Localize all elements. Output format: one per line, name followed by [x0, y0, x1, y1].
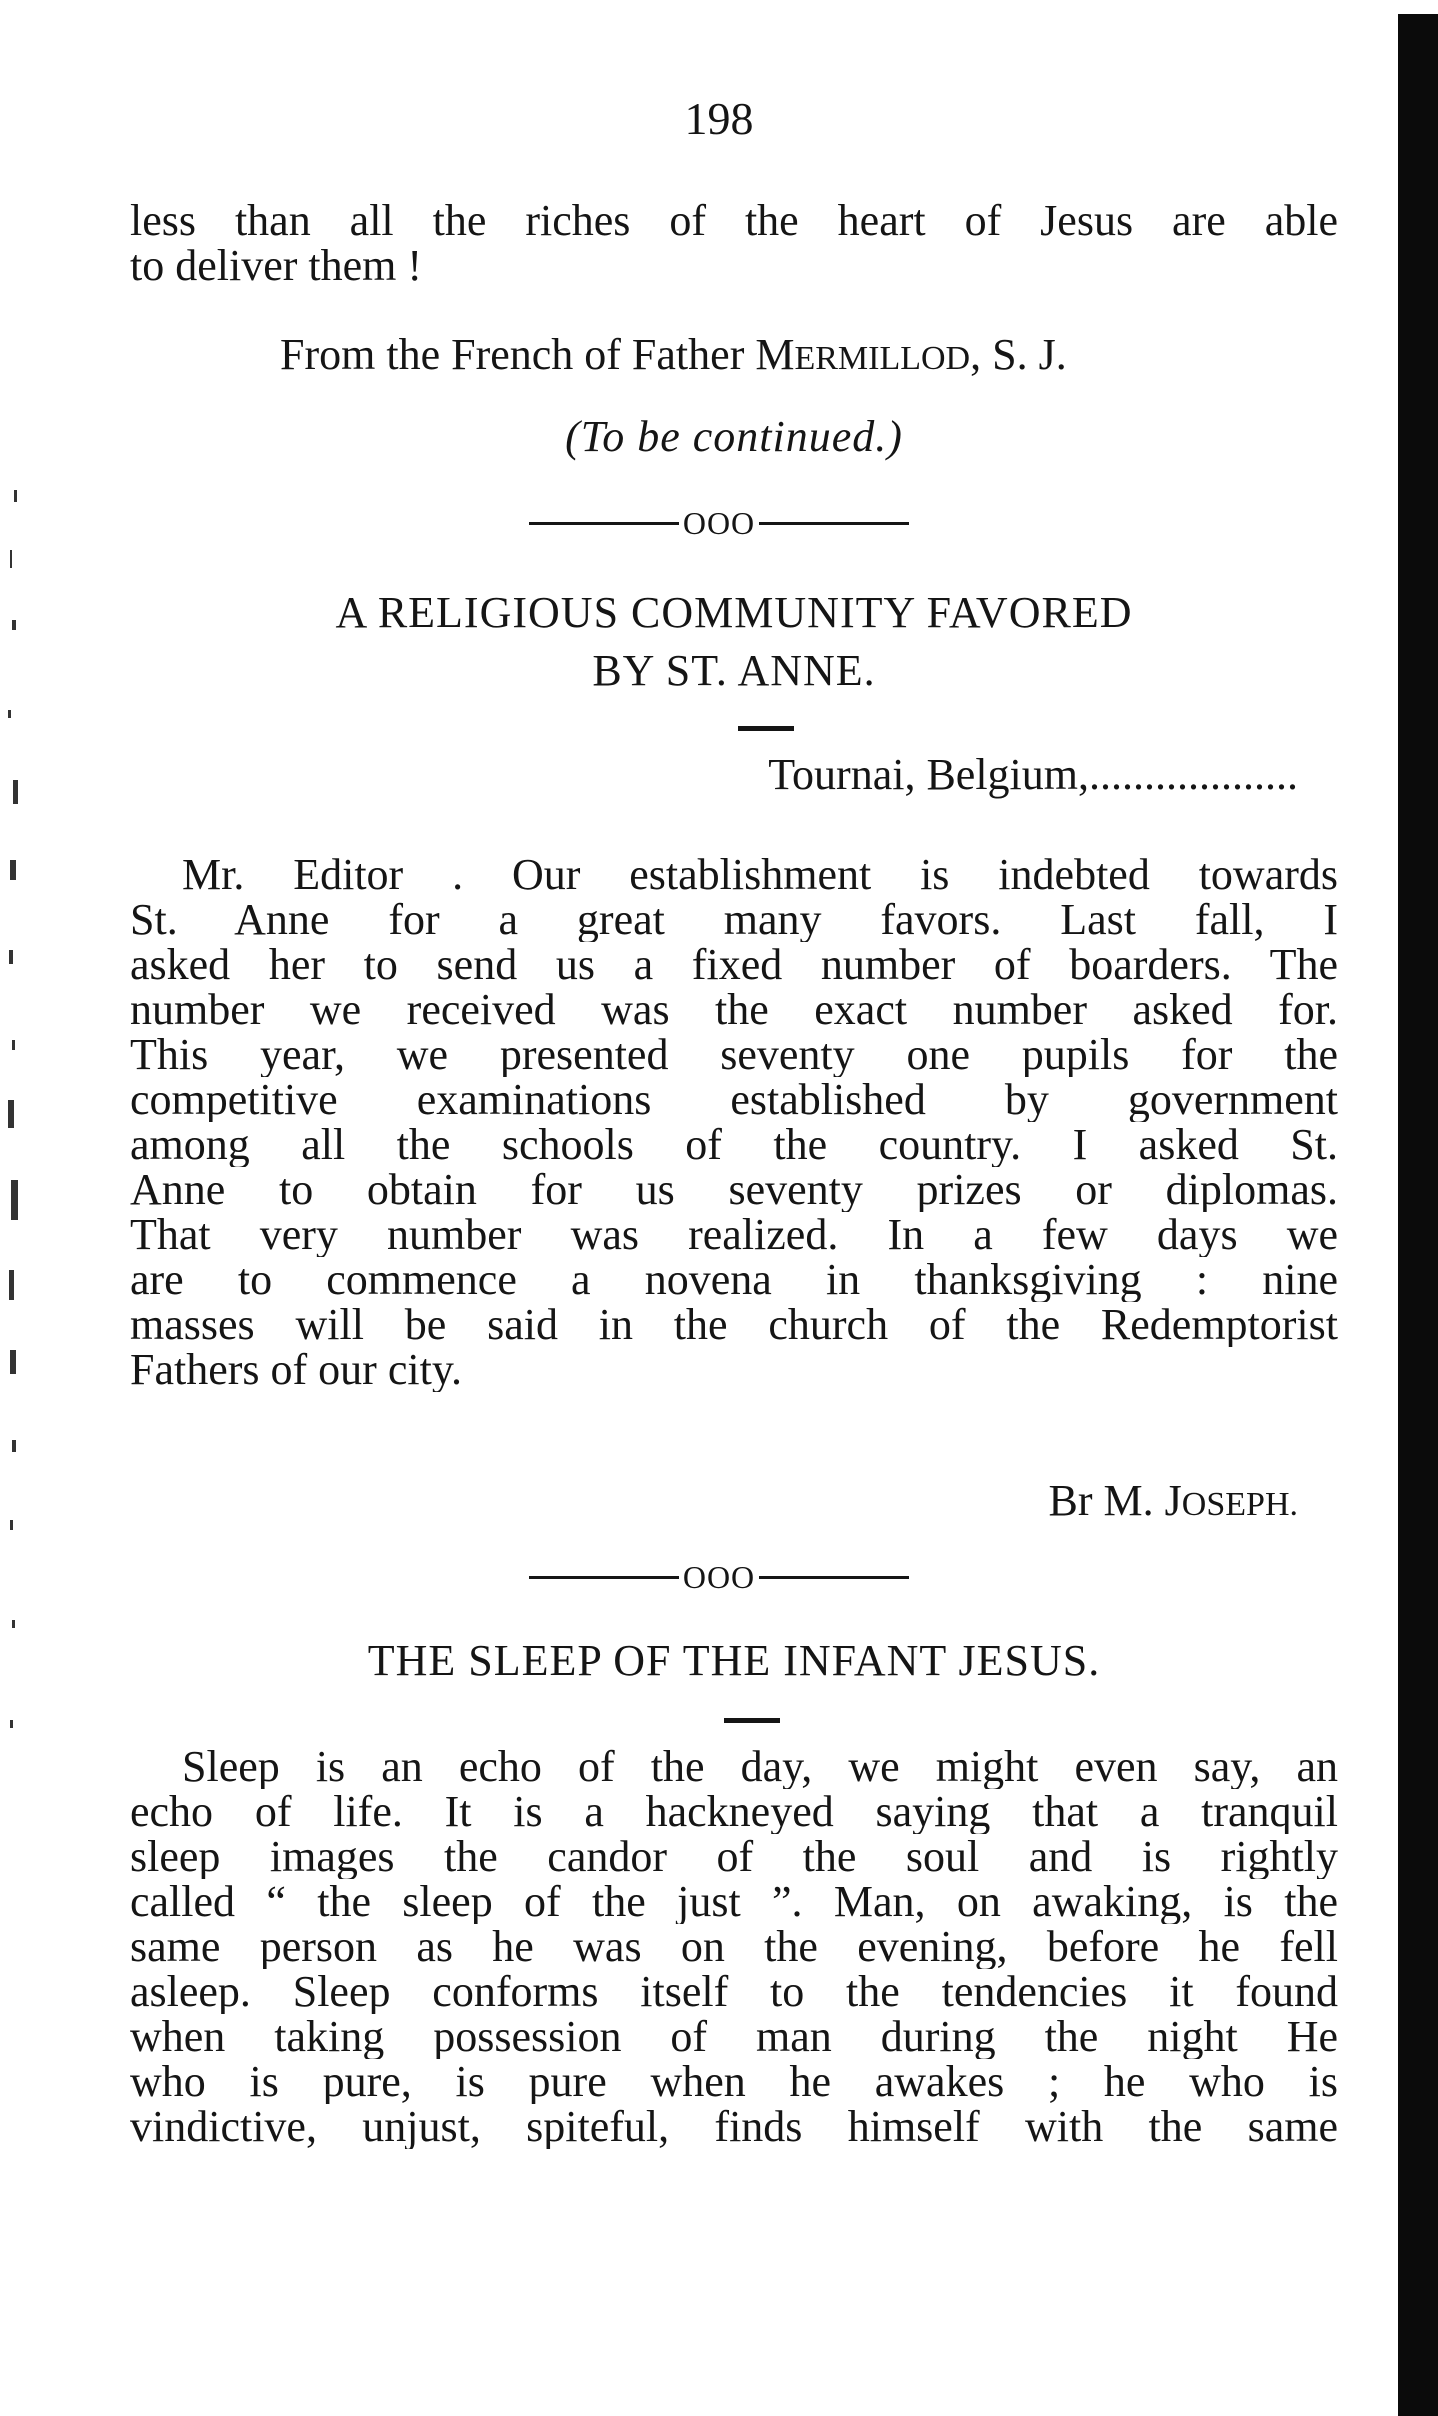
text-line: asleep. Sleep conforms itself to the tendencies it found [130, 1969, 1338, 2014]
scan-edge-shadow [1398, 14, 1438, 2416]
text-line: sleep images the candor of the soul and is rightly [130, 1834, 1338, 1879]
page-number: 198 [684, 93, 754, 144]
section-divider [0, 1556, 1438, 1596]
article-body [130, 1744, 1338, 2149]
dateline: Tournai, Belgium,................... [768, 750, 1298, 799]
attribution-suffix: , S. J. [970, 330, 1067, 379]
signature-prefix: Br M. [1048, 1476, 1165, 1525]
text-line: This year, we presented seventy one pupils for the [130, 1032, 1338, 1077]
signature [130, 1478, 1338, 1527]
text-line: competitive examinations established by government [130, 1077, 1338, 1122]
divider-ornament: OOO [682, 1559, 756, 1596]
section-divider [0, 502, 1438, 542]
heading-dash [724, 1718, 780, 1723]
signature-initial: J [1164, 1476, 1182, 1525]
author-initial: M [755, 330, 795, 379]
author-rest: ERMILLOD [794, 340, 971, 377]
text-line: Sleep is an echo of the day, we might even say, an [182, 1744, 1338, 1789]
divider-ornament: OOO [682, 505, 756, 542]
article-heading: THE SLEEP OF THE INFANT JESUS. [367, 1636, 1101, 1685]
article-heading-line-1: A RELIGIOUS COMMUNITY FAVORED [335, 588, 1133, 637]
attribution [130, 332, 1338, 381]
text-line: Fathers of our city. [130, 1347, 462, 1392]
divider-rule [529, 522, 679, 525]
text-line: vindictive, unjust, spiteful, finds himself with the same [130, 2104, 1338, 2149]
text-line: St. Anne for a great many favors. Last fall, I [130, 897, 1338, 942]
text-line: who is pure, is pure when he awakes ; he who is [130, 2059, 1338, 2104]
divider-rule [529, 1576, 679, 1579]
divider-rule [759, 522, 909, 525]
text-line: among all the schools of the country. I asked St. [130, 1122, 1338, 1167]
article-heading-line-2: BY ST. ANNE. [592, 646, 876, 695]
text-line: to deliver them ! [130, 243, 423, 288]
text-line: Anne to obtain for us seventy prizes or diplomas. [130, 1167, 1338, 1212]
text-line: less than all the riches of the heart of Jesus are able [130, 198, 1338, 243]
article-body [130, 852, 1338, 1392]
divider-rule [759, 1576, 909, 1579]
text-line: masses will be said in the church of the Redemptorist [130, 1302, 1338, 1347]
text-line: number we received was the exact number asked for. [130, 987, 1338, 1032]
continuation-paragraph [130, 198, 1338, 288]
text-line: called “ the sleep of the just ”. Man, on awaking, is the [130, 1879, 1338, 1924]
text-line: asked her to send us a fixed number of boarders. The [130, 942, 1338, 987]
text-line: when taking possession of man during the night He [130, 2014, 1338, 2059]
signature-rest: OSEPH. [1181, 1486, 1298, 1523]
text-line: echo of life. It is a hackneyed saying that a tranquil [130, 1789, 1338, 1834]
text-line: Mr. Editor . Our establishment is indebted towards [182, 852, 1338, 897]
continued-note: (To be continued.) [565, 412, 903, 461]
text-line: That very number was realized. In a few days we [130, 1212, 1338, 1257]
heading-dash [738, 726, 794, 731]
text-line: are to commence a novena in thanksgiving : nine [130, 1257, 1338, 1302]
attribution-prefix: From the French of Father [280, 330, 756, 379]
text-line: same person as he was on the evening, before he fell [130, 1924, 1338, 1969]
